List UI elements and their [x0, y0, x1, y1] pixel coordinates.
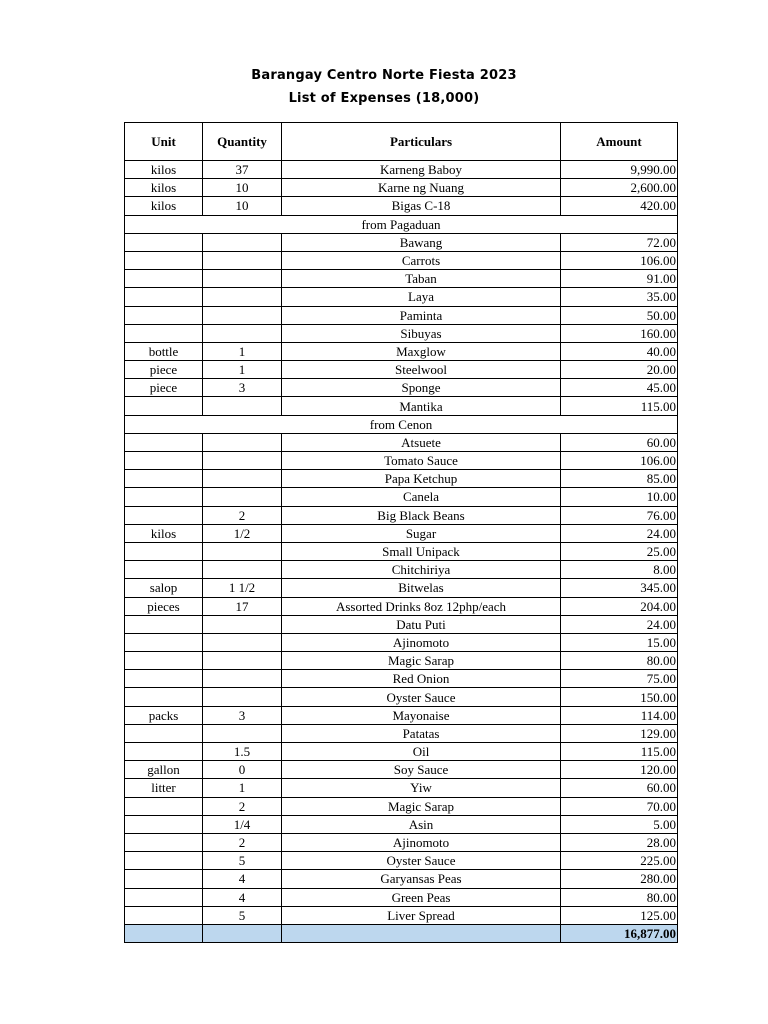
table-row [125, 852, 678, 870]
table-row [125, 179, 678, 197]
quantity-cell [203, 306, 282, 324]
table-row [125, 688, 678, 706]
amount-cell: 280.00 [561, 870, 678, 888]
particulars-cell: Bigas C-18 [282, 197, 561, 215]
quantity-cell [203, 397, 282, 415]
particulars-cell: Canela [282, 488, 561, 506]
particulars-cell: Tomato Sauce [282, 452, 561, 470]
total-row [125, 924, 678, 942]
amount-cell: 20.00 [561, 361, 678, 379]
particulars-cell: Magic Sarap [282, 797, 561, 815]
particulars-cell: Atsuete [282, 433, 561, 451]
table-row [125, 761, 678, 779]
unit-cell [125, 561, 203, 579]
header-amount: Amount [561, 123, 678, 161]
section-label: from Pagaduan [125, 215, 678, 233]
table-row [125, 324, 678, 342]
unit-cell: kilos [125, 524, 203, 542]
table-row [125, 342, 678, 360]
quantity-cell [203, 288, 282, 306]
amount-cell: 35.00 [561, 288, 678, 306]
quantity-cell: 2 [203, 833, 282, 851]
particulars-cell: Sponge [282, 379, 561, 397]
quantity-cell [203, 324, 282, 342]
particulars-cell: Maxglow [282, 342, 561, 360]
amount-cell: 5.00 [561, 815, 678, 833]
table-row [125, 433, 678, 451]
particulars-cell: Oyster Sauce [282, 852, 561, 870]
table-row [125, 161, 678, 179]
unit-cell: litter [125, 779, 203, 797]
unit-cell [125, 270, 203, 288]
quantity-cell: 1 [203, 779, 282, 797]
document-subtitle: List of Expenses (18,000) [288, 91, 480, 106]
unit-cell: kilos [125, 179, 203, 197]
unit-cell [125, 452, 203, 470]
particulars-cell: Datu Puti [282, 615, 561, 633]
quantity-cell [203, 470, 282, 488]
amount-cell: 106.00 [561, 452, 678, 470]
unit-cell: gallon [125, 761, 203, 779]
particulars-cell: Asin [282, 815, 561, 833]
particulars-cell: Paminta [282, 306, 561, 324]
particulars-cell: Karne ng Nuang [282, 179, 561, 197]
particulars-cell: Ajinomoto [282, 833, 561, 851]
unit-cell [125, 306, 203, 324]
quantity-cell [203, 270, 282, 288]
particulars-cell: Green Peas [282, 888, 561, 906]
unit-cell: piece [125, 361, 203, 379]
expenses-table [124, 122, 678, 943]
quantity-cell: 5 [203, 906, 282, 924]
table-row [125, 361, 678, 379]
amount-cell: 106.00 [561, 251, 678, 269]
header-row [125, 123, 678, 161]
unit-cell [125, 633, 203, 651]
amount-cell: 40.00 [561, 342, 678, 360]
header-particulars: Particulars [282, 123, 561, 161]
quantity-cell: 0 [203, 761, 282, 779]
particulars-cell: Yiw [282, 779, 561, 797]
amount-cell: 420.00 [561, 197, 678, 215]
unit-cell [125, 670, 203, 688]
header-unit: Unit [125, 123, 203, 161]
quantity-cell [203, 561, 282, 579]
particulars-cell: Karneng Baboy [282, 161, 561, 179]
total-particulars-cell [282, 924, 561, 942]
table-row [125, 888, 678, 906]
quantity-cell: 4 [203, 888, 282, 906]
unit-cell: piece [125, 379, 203, 397]
unit-cell: kilos [125, 197, 203, 215]
quantity-cell: 2 [203, 797, 282, 815]
table-row [125, 815, 678, 833]
amount-cell: 60.00 [561, 779, 678, 797]
unit-cell [125, 324, 203, 342]
unit-cell [125, 870, 203, 888]
table-row [125, 288, 678, 306]
table-row [125, 379, 678, 397]
total-unit-cell [125, 924, 203, 942]
table-row [125, 724, 678, 742]
quantity-cell: 1/4 [203, 815, 282, 833]
table-row [125, 633, 678, 651]
quantity-cell [203, 542, 282, 560]
quantity-cell [203, 724, 282, 742]
table-row [125, 233, 678, 251]
amount-cell: 70.00 [561, 797, 678, 815]
particulars-cell: Bitwelas [282, 579, 561, 597]
amount-cell: 24.00 [561, 524, 678, 542]
amount-cell: 120.00 [561, 761, 678, 779]
table-row [125, 779, 678, 797]
unit-cell [125, 815, 203, 833]
amount-cell: 345.00 [561, 579, 678, 597]
unit-cell [125, 833, 203, 851]
amount-cell: 150.00 [561, 688, 678, 706]
amount-cell: 80.00 [561, 888, 678, 906]
amount-cell: 50.00 [561, 306, 678, 324]
unit-cell: kilos [125, 161, 203, 179]
amount-cell: 9,990.00 [561, 161, 678, 179]
amount-cell: 25.00 [561, 542, 678, 560]
particulars-cell: Red Onion [282, 670, 561, 688]
table-row [125, 452, 678, 470]
table-row [125, 597, 678, 615]
table-row [125, 542, 678, 560]
particulars-cell: Soy Sauce [282, 761, 561, 779]
particulars-cell: Mayonaise [282, 706, 561, 724]
particulars-cell: Patatas [282, 724, 561, 742]
unit-cell [125, 233, 203, 251]
particulars-cell: Steelwool [282, 361, 561, 379]
particulars-cell: Assorted Drinks 8oz 12php/each [282, 597, 561, 615]
particulars-cell: Magic Sarap [282, 652, 561, 670]
particulars-cell: Carrots [282, 251, 561, 269]
amount-cell: 160.00 [561, 324, 678, 342]
quantity-cell: 1.5 [203, 743, 282, 761]
table-row [125, 797, 678, 815]
quantity-cell: 1 1/2 [203, 579, 282, 597]
table-row [125, 615, 678, 633]
table-row [125, 270, 678, 288]
quantity-cell [203, 688, 282, 706]
amount-cell: 91.00 [561, 270, 678, 288]
particulars-cell: Sibuyas [282, 324, 561, 342]
unit-cell [125, 470, 203, 488]
quantity-cell [203, 433, 282, 451]
quantity-cell: 5 [203, 852, 282, 870]
table-row [125, 833, 678, 851]
amount-cell: 8.00 [561, 561, 678, 579]
quantity-cell [203, 652, 282, 670]
amount-cell: 115.00 [561, 397, 678, 415]
amount-cell: 225.00 [561, 852, 678, 870]
amount-cell: 72.00 [561, 233, 678, 251]
amount-cell: 125.00 [561, 906, 678, 924]
unit-cell: salop [125, 579, 203, 597]
table-row [125, 306, 678, 324]
unit-cell [125, 652, 203, 670]
table-row [125, 670, 678, 688]
quantity-cell: 10 [203, 179, 282, 197]
quantity-cell: 3 [203, 706, 282, 724]
amount-cell: 10.00 [561, 488, 678, 506]
particulars-cell: Taban [282, 270, 561, 288]
particulars-cell: Ajinomoto [282, 633, 561, 651]
table-row [125, 470, 678, 488]
quantity-cell [203, 251, 282, 269]
particulars-cell: Small Unipack [282, 542, 561, 560]
table-row [125, 906, 678, 924]
unit-cell [125, 397, 203, 415]
table-row [125, 251, 678, 269]
unit-cell [125, 433, 203, 451]
unit-cell [125, 615, 203, 633]
quantity-cell: 3 [203, 379, 282, 397]
amount-cell: 76.00 [561, 506, 678, 524]
unit-cell: bottle [125, 342, 203, 360]
unit-cell [125, 852, 203, 870]
quantity-cell: 37 [203, 161, 282, 179]
total-qty-cell [203, 924, 282, 942]
particulars-cell: Oil [282, 743, 561, 761]
amount-cell: 60.00 [561, 433, 678, 451]
particulars-cell: Bawang [282, 233, 561, 251]
unit-cell [125, 542, 203, 560]
amount-cell: 28.00 [561, 833, 678, 851]
particulars-cell: Big Black Beans [282, 506, 561, 524]
unit-cell [125, 688, 203, 706]
section-row [125, 415, 678, 433]
unit-cell [125, 288, 203, 306]
quantity-cell: 1/2 [203, 524, 282, 542]
amount-cell: 115.00 [561, 743, 678, 761]
document-title: Barangay Centro Norte Fiesta 2023 [251, 68, 517, 83]
table-row [125, 579, 678, 597]
quantity-cell: 4 [203, 870, 282, 888]
table-row [125, 506, 678, 524]
unit-cell [125, 888, 203, 906]
section-label: from Cenon [125, 415, 678, 433]
amount-cell: 85.00 [561, 470, 678, 488]
table-row [125, 743, 678, 761]
unit-cell [125, 506, 203, 524]
quantity-cell [203, 670, 282, 688]
unit-cell [125, 488, 203, 506]
quantity-cell: 2 [203, 506, 282, 524]
quantity-cell [203, 633, 282, 651]
amount-cell: 75.00 [561, 670, 678, 688]
amount-cell: 80.00 [561, 652, 678, 670]
table-row [125, 488, 678, 506]
quantity-cell: 10 [203, 197, 282, 215]
amount-cell: 2,600.00 [561, 179, 678, 197]
unit-cell [125, 251, 203, 269]
amount-cell: 45.00 [561, 379, 678, 397]
particulars-cell: Laya [282, 288, 561, 306]
quantity-cell: 17 [203, 597, 282, 615]
amount-cell: 204.00 [561, 597, 678, 615]
header-quantity: Quantity [203, 123, 282, 161]
unit-cell [125, 797, 203, 815]
table-row [125, 652, 678, 670]
section-row [125, 215, 678, 233]
particulars-cell: Papa Ketchup [282, 470, 561, 488]
table-row [125, 706, 678, 724]
unit-cell [125, 724, 203, 742]
particulars-cell: Oyster Sauce [282, 688, 561, 706]
particulars-cell: Chitchiriya [282, 561, 561, 579]
quantity-cell [203, 615, 282, 633]
quantity-cell: 1 [203, 361, 282, 379]
table-row [125, 397, 678, 415]
amount-cell: 114.00 [561, 706, 678, 724]
table-row [125, 561, 678, 579]
table-row [125, 197, 678, 215]
amount-cell: 15.00 [561, 633, 678, 651]
quantity-cell [203, 452, 282, 470]
quantity-cell [203, 233, 282, 251]
table-row [125, 524, 678, 542]
unit-cell: packs [125, 706, 203, 724]
total-amount: 16,877.00 [561, 924, 678, 942]
unit-cell [125, 743, 203, 761]
amount-cell: 129.00 [561, 724, 678, 742]
quantity-cell: 1 [203, 342, 282, 360]
particulars-cell: Liver Spread [282, 906, 561, 924]
particulars-cell: Sugar [282, 524, 561, 542]
expenses-body [125, 161, 678, 925]
table-row [125, 870, 678, 888]
unit-cell [125, 906, 203, 924]
particulars-cell: Mantika [282, 397, 561, 415]
unit-cell: pieces [125, 597, 203, 615]
amount-cell: 24.00 [561, 615, 678, 633]
quantity-cell [203, 488, 282, 506]
particulars-cell: Garyansas Peas [282, 870, 561, 888]
